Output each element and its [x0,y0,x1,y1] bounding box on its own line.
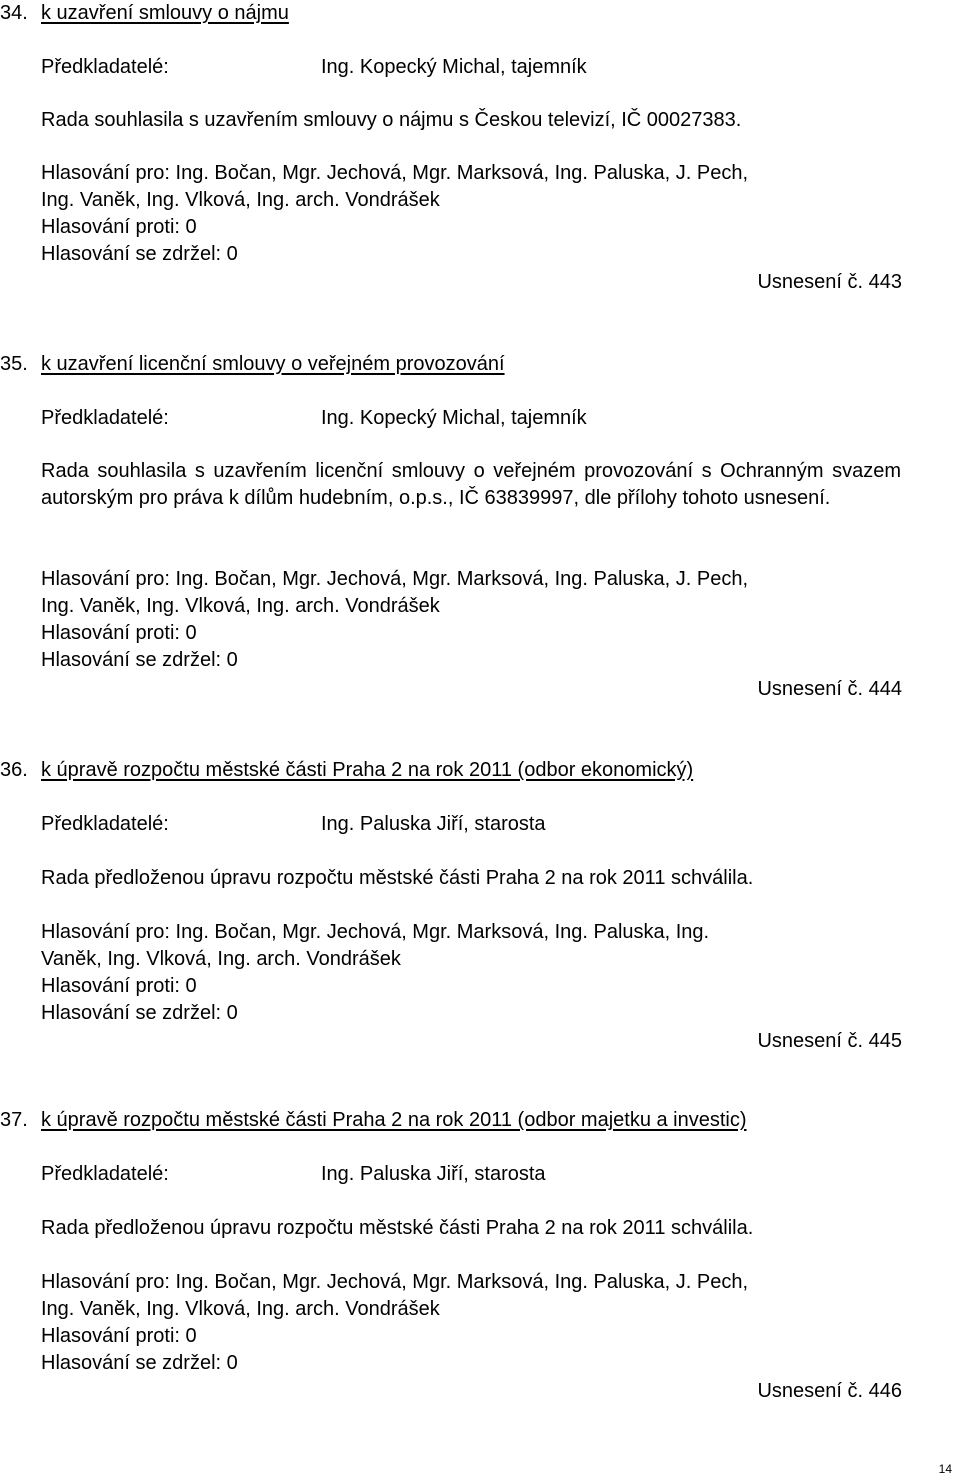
presenter-label: Předkladatelé: [41,1163,169,1185]
vote-abstain: Hlasování se zdržel: 0 [41,1352,238,1374]
vote-abstain: Hlasování se zdržel: 0 [41,649,238,671]
agenda-item-title: k uzavření licenční smlouvy o veřejném provozování [41,353,505,375]
presenter-label: Předkladatelé: [41,407,169,429]
vote-for-line-2: Ing. Vaněk, Ing. Vlková, Ing. arch. Vondrášek [41,1298,440,1320]
vote-abstain: Hlasování se zdržel: 0 [41,243,238,265]
vote-against: Hlasování proti: 0 [41,216,197,238]
decision-text: Rada souhlasila s uzavřením smlouvy o nájmu s Českou televizí, IČ 00027383. [41,109,742,131]
decision-text: Rada souhlasila s uzavřením licenční smlouvy o veřejném provozování s Ochranným svazem autorským pro práva k dílům hudebním, o.p.s., IČ 63839997, dle přílohy tohoto usnesení. [41,460,901,509]
resolution-number: Usnesení č. 444 [757,678,902,700]
vote-for-line-1: Hlasování pro: Ing. Bočan, Mgr. Jechová, Mgr. Marksová, Ing. Paluska, J. Pech, [41,568,749,590]
presenter-name: Ing. Kopecký Michal, tajemník [321,407,587,429]
agenda-item-heading [0,1107,747,1134]
agenda-item-title: k úpravě rozpočtu městské části Praha 2 na rok 2011 (odbor ekonomický) [41,759,694,781]
presenter-row [41,54,587,81]
vote-against: Hlasování proti: 0 [41,1325,197,1347]
voting-block [41,1269,901,1377]
presenter-label: Předkladatelé: [41,813,169,835]
presenter-name: Ing. Paluska Jiří, starosta [321,813,546,835]
vote-for-line-2: Ing. Vaněk, Ing. Vlková, Ing. arch. Vondrášek [41,189,440,211]
vote-for-line-1: Hlasování pro: Ing. Bočan, Mgr. Jechová, Mgr. Marksová, Ing. Paluska, J. Pech, [41,1271,749,1293]
vote-against: Hlasování proti: 0 [41,975,197,997]
presenter-row [41,1161,546,1188]
agenda-item-heading [0,0,289,27]
voting-block [41,160,901,268]
vote-against: Hlasování proti: 0 [41,622,197,644]
resolution-number: Usnesení č. 446 [757,1380,902,1402]
resolution-number: Usnesení č. 445 [757,1030,902,1052]
agenda-item-number: 37. [0,1109,28,1131]
vote-for-line-2: Ing. Vaněk, Ing. Vlková, Ing. arch. Vondrášek [41,595,440,617]
agenda-item-title: k uzavření smlouvy o nájmu [41,2,289,24]
agenda-item-heading [0,757,693,784]
voting-block [41,566,901,674]
presenter-name: Ing. Kopecký Michal, tajemník [321,56,587,78]
agenda-item-number: 35. [0,353,28,375]
agenda-item-number: 34. [0,2,28,24]
presenter-name: Ing. Paluska Jiří, starosta [321,1163,546,1185]
decision-text: Rada předloženou úpravu rozpočtu městské části Praha 2 na rok 2011 schválila. [41,1217,754,1239]
presenter-row [41,811,546,838]
vote-abstain: Hlasování se zdržel: 0 [41,1002,238,1024]
vote-for-line-1: Hlasování pro: Ing. Bočan, Mgr. Jechová, Mgr. Marksová, Ing. Paluska, J. Pech, [41,162,749,184]
presenter-label: Předkladatelé: [41,56,169,78]
agenda-item-heading [0,351,505,378]
presenter-row [41,405,587,432]
vote-for-line-2: Vaněk, Ing. Vlková, Ing. arch. Vondrášek [41,948,401,970]
decision-text: Rada předloženou úpravu rozpočtu městské části Praha 2 na rok 2011 schválila. [41,867,754,889]
agenda-item-number: 36. [0,759,28,781]
voting-block [41,919,901,1027]
agenda-item-title: k úpravě rozpočtu městské části Praha 2 na rok 2011 (odbor majetku a investic) [41,1109,747,1131]
page-number: 14 [938,1462,952,1476]
resolution-number: Usnesení č. 443 [757,271,902,293]
vote-for-line-1: Hlasování pro: Ing. Bočan, Mgr. Jechová, Mgr. Marksová, Ing. Paluska, Ing. [41,921,710,943]
